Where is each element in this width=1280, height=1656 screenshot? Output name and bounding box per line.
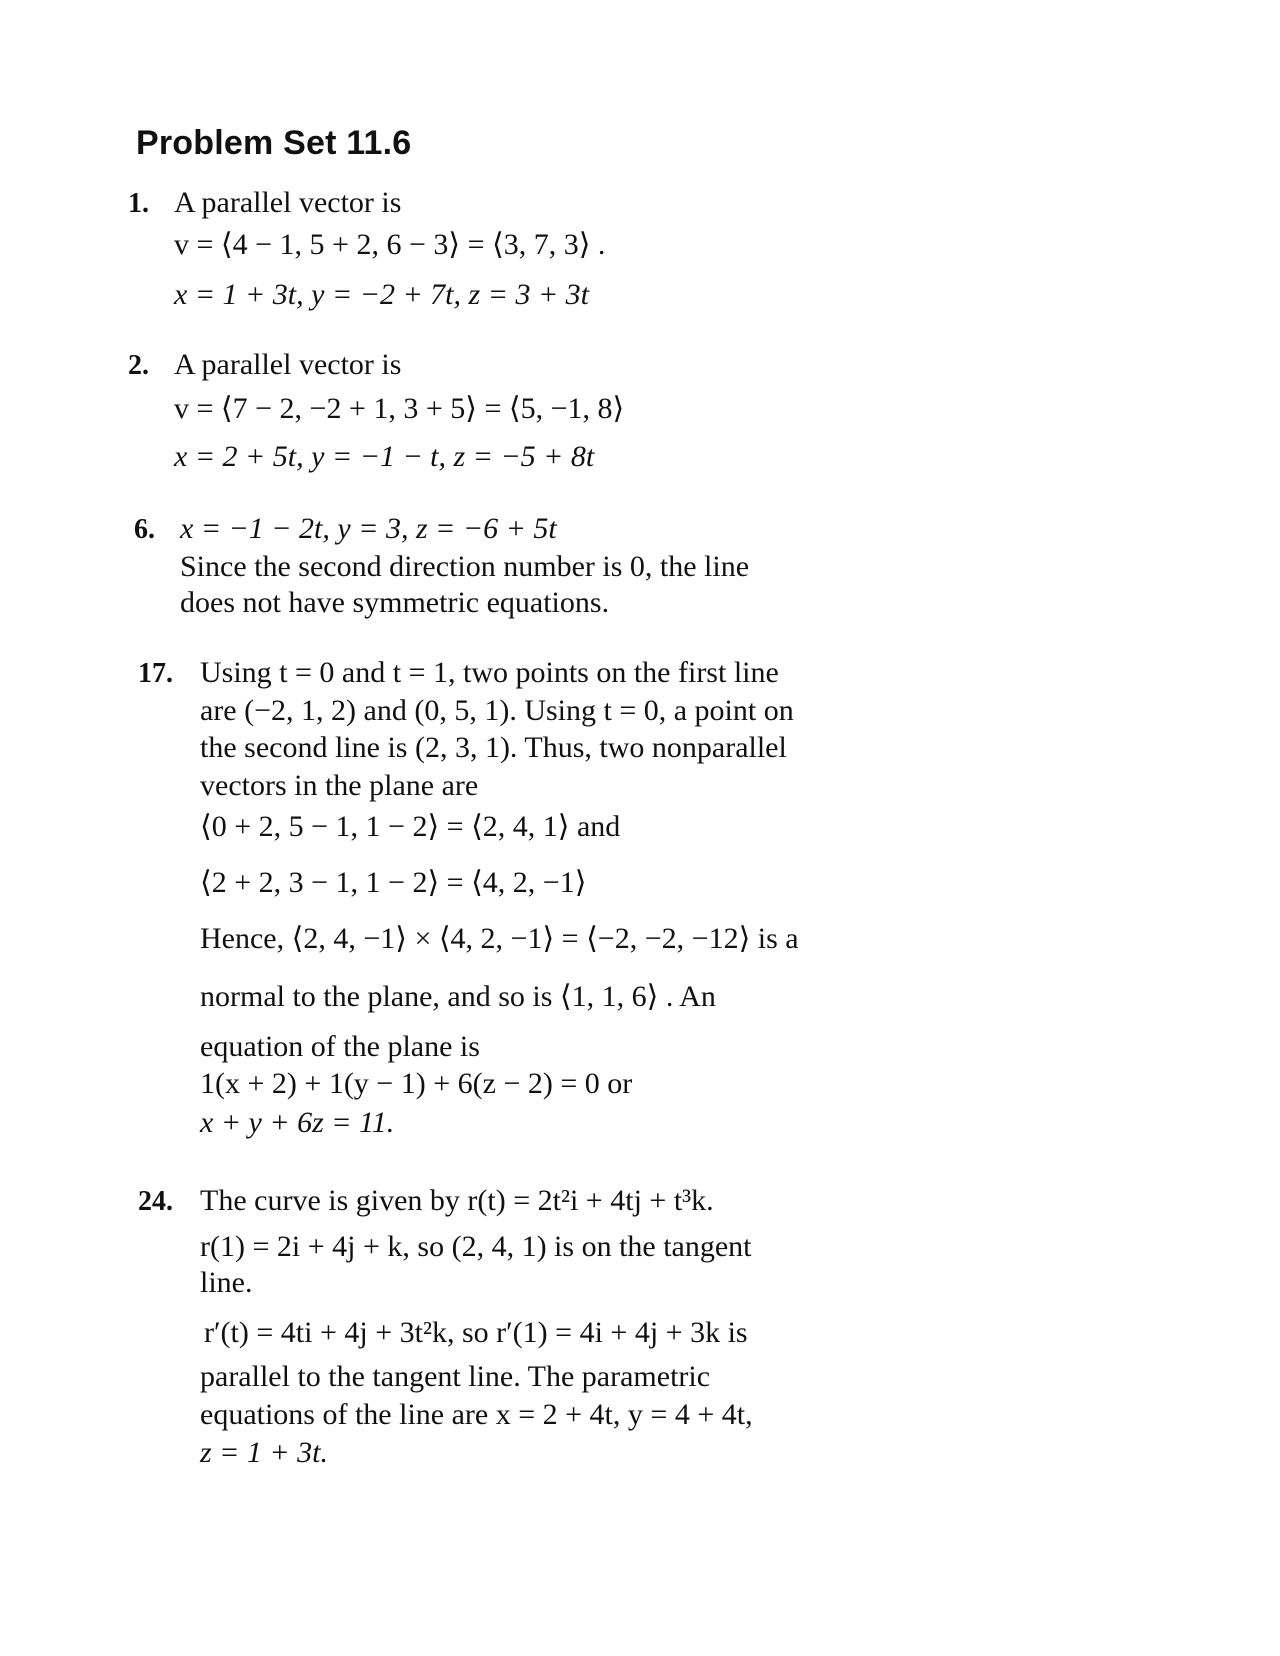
problem-line: Using t = 0 and t = 1, two points on the first line: [200, 656, 779, 689]
problem-line: x = 1 + 3t, y = −2 + 7t, z = 3 + 3t: [174, 278, 590, 311]
problem-line: equations of the line are x = 2 + 4t, y = 4 + 4t,: [200, 1398, 753, 1431]
problem-line: parallel to the tangent line. The parametric: [200, 1360, 711, 1393]
problem-line: 1(x + 2) + 1(y − 1) + 6(z − 2) = 0 or: [200, 1067, 633, 1100]
problem-line: line.: [200, 1266, 253, 1299]
problem-line: does not have symmetric equations.: [180, 586, 610, 619]
problem-line: ⟨0 + 2, 5 − 1, 1 − 2⟩ = ⟨2, 4, 1⟩ and: [200, 810, 621, 843]
problem-line: A parallel vector is: [174, 186, 402, 219]
problem-line: equation of the plane is: [200, 1030, 480, 1063]
problem-line: A parallel vector is: [174, 348, 402, 381]
problem-line: r′(t) = 4ti + 4j + 3t²k, so r′(1) = 4i + 4j + 3k is: [204, 1316, 748, 1349]
problem-line: v = ⟨7 − 2, −2 + 1, 3 + 5⟩ = ⟨5, −1, 8⟩: [174, 392, 625, 425]
problem-line: normal to the plane, and so is ⟨1, 1, 6⟩ . An: [200, 980, 716, 1013]
problem-line: are (−2, 1, 2) and (0, 5, 1). Using t = 0, a point on: [200, 694, 794, 727]
problem-number: 2.: [128, 350, 149, 381]
problem-line: x = −1 − 2t, y = 3, z = −6 + 5t: [180, 512, 557, 545]
problem-line: v = ⟨4 − 1, 5 + 2, 6 − 3⟩ = ⟨3, 7, 3⟩ .: [174, 228, 606, 261]
problem-number: 1.: [128, 188, 149, 219]
problem-number: 24.: [138, 1186, 173, 1217]
problem-line: vectors in the plane are: [200, 769, 479, 802]
problem-line: ⟨2 + 2, 3 − 1, 1 − 2⟩ = ⟨4, 2, −1⟩: [200, 866, 587, 899]
problem-line: the second line is (2, 3, 1). Thus, two nonparallel: [200, 731, 787, 764]
page-title: Problem Set 11.6: [136, 124, 412, 162]
problem-line: The curve is given by r(t) = 2t²i + 4tj + t³k.: [200, 1184, 714, 1217]
problem-line: Hence, ⟨2, 4, −1⟩ × ⟨4, 2, −1⟩ = ⟨−2, −2, −12⟩ is a: [200, 922, 799, 955]
problem-line: z = 1 + 3t.: [200, 1436, 328, 1469]
problem-line: x + y + 6z = 11.: [200, 1106, 395, 1139]
problem-line: Since the second direction number is 0, the line: [180, 550, 750, 583]
problem-number: 17.: [138, 658, 173, 689]
problem-line: r(1) = 2i + 4j + k, so (2, 4, 1) is on the tangent: [200, 1230, 752, 1263]
problem-line: x = 2 + 5t, y = −1 − t, z = −5 + 8t: [174, 440, 595, 473]
problem-number: 6.: [134, 514, 155, 545]
